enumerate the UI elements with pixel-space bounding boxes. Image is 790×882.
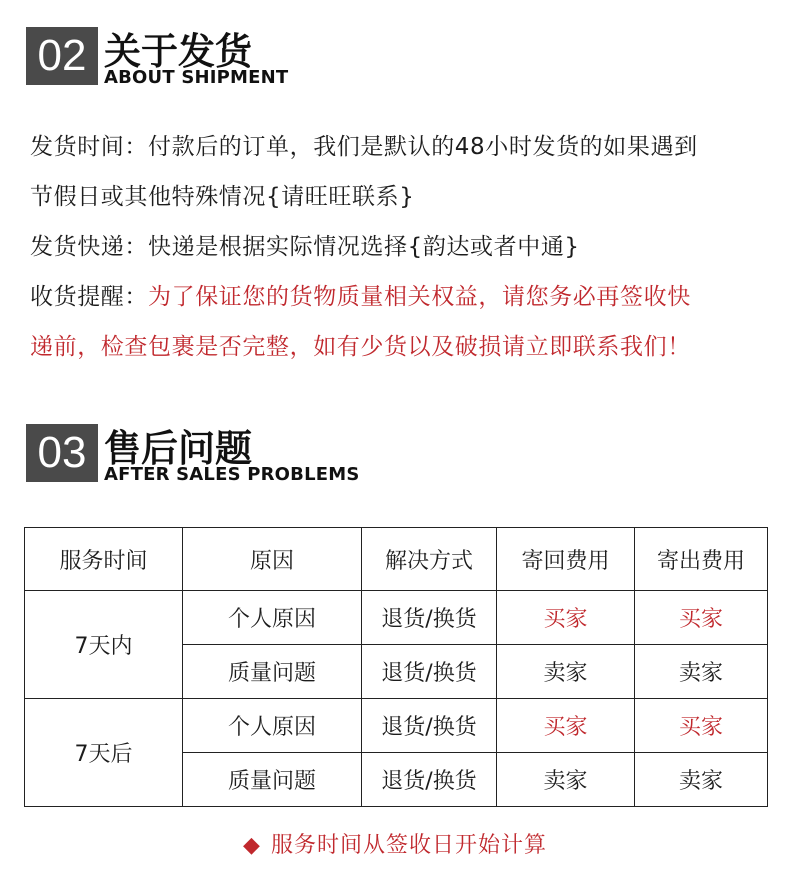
- section-title: 售后问题: [104, 427, 252, 470]
- send-fee-cell: 买家: [635, 699, 768, 753]
- header-return-fee: 寄回费用: [497, 528, 635, 591]
- solution-cell: 退货/换货: [362, 645, 497, 699]
- shipment-info: [30, 122, 780, 372]
- solution-cell: 退货/换货: [362, 753, 497, 807]
- return-fee-cell: 买家: [497, 591, 635, 645]
- reminder-text: 为了保证您的货物质量相关权益，请您务必再签收快: [148, 284, 691, 310]
- solution-cell: 退货/换货: [362, 591, 497, 645]
- header-send-fee: 寄出费用: [635, 528, 768, 591]
- return-fee-cell: 卖家: [497, 753, 635, 807]
- solution-cell: 退货/换货: [362, 699, 497, 753]
- line-label: 发货快递：: [30, 234, 148, 260]
- note-text: 服务时间从签收日开始计算: [270, 833, 547, 858]
- line-label: 收货提醒：: [30, 284, 148, 310]
- section-number-badge: 03: [26, 424, 98, 482]
- section-subtitle: AFTER SALES PROBLEMS: [104, 464, 360, 485]
- section-title: 关于发货: [104, 30, 252, 73]
- after-sales-table: [24, 527, 768, 807]
- send-fee-cell: 卖家: [635, 645, 768, 699]
- receipt-reminder-line-cont: [30, 322, 780, 372]
- send-fee-cell: 买家: [635, 591, 768, 645]
- diamond-icon: ◆: [243, 833, 261, 858]
- header-solution: 解决方式: [362, 528, 497, 591]
- line-text: 快递是根据实际情况选择{韵达或者中通}: [148, 234, 580, 260]
- line-label: 发货时间：: [30, 134, 148, 160]
- return-fee-cell: 卖家: [497, 645, 635, 699]
- receipt-reminder-line: [30, 272, 780, 322]
- return-fee-cell: 买家: [497, 699, 635, 753]
- reason-cell: 个人原因: [183, 591, 362, 645]
- section-number-badge: 02: [26, 27, 98, 85]
- shipment-courier-line: [30, 222, 780, 272]
- shipment-time-line: [30, 122, 780, 172]
- line-text: 节假日或其他特殊情况{请旺旺联系}: [30, 184, 415, 210]
- header-reason: 原因: [183, 528, 362, 591]
- section-subtitle: ABOUT SHIPMENT: [104, 67, 289, 88]
- table-row: [25, 699, 768, 753]
- period-cell: 7天后: [25, 699, 183, 807]
- table-row: [25, 591, 768, 645]
- reminder-text: 递前，检查包裹是否完整，如有少货以及破损请立即联系我们！: [30, 334, 691, 360]
- shipment-time-line-cont: [30, 172, 780, 222]
- service-time-note: [0, 828, 790, 859]
- send-fee-cell: 卖家: [635, 753, 768, 807]
- table-header-row: [25, 528, 768, 591]
- header-service-time: 服务时间: [25, 528, 183, 591]
- reason-cell: 个人原因: [183, 699, 362, 753]
- reason-cell: 质量问题: [183, 753, 362, 807]
- period-cell: 7天内: [25, 591, 183, 699]
- reason-cell: 质量问题: [183, 645, 362, 699]
- line-text: 付款后的订单，我们是默认的48小时发货的如果遇到: [148, 134, 698, 160]
